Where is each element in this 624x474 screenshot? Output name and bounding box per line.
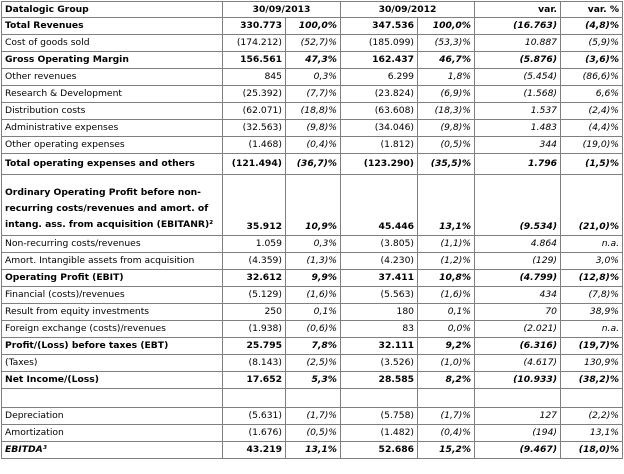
row-label: Operating Profit (EBIT) [2,270,223,287]
value-2013: (25.392) [223,86,286,103]
pct-2013: (0,6)% [286,321,341,338]
pct-2012: (35,5)% [418,154,475,175]
variance-pct: (38,2)% [561,372,623,389]
pct-2012: 1,8% [418,69,475,86]
pct-2012: 0,0% [418,321,475,338]
value-2013: (62.071) [223,103,286,120]
table-row [2,408,623,425]
table-row [2,425,623,442]
value-2013: 17.652 [223,372,286,389]
row-label: Gross Operating Margin [2,52,223,69]
value-2013: 25.795 [223,338,286,355]
table-row [2,236,623,253]
pct-2012: 46,7% [418,52,475,69]
variance: (9.467) [475,442,561,459]
pct-2013: (18,8)% [286,103,341,120]
variance: 1.483 [475,120,561,137]
pct-2013: (9,8)% [286,120,341,137]
header-period-2012: 30/09/2012 [341,2,475,18]
variance: (16.763) [475,18,561,35]
value-2013: (174.212) [223,35,286,52]
variance-pct: (4,8)% [561,18,623,35]
variance: (194) [475,425,561,442]
variance-pct: (86,6)% [561,69,623,86]
value-2013: 1.059 [223,236,286,253]
value-2012: 32.111 [341,338,418,355]
spacer-cell [223,389,286,408]
row-label: Amort. Intangible assets from acquisition [2,253,223,270]
variance-pct: n.a. [561,236,623,253]
pct-2012: (1,7)% [418,408,475,425]
variance-pct: 3,0% [561,253,623,270]
row-label: Ordinary Operating Profit before non-recurring costs/revenues and amort. of intang. ass. from acquisition (EBITANR)² [2,175,223,236]
value-2012: (1.482) [341,425,418,442]
header-period-2013: 30/09/2013 [223,2,341,18]
header-var-pct: var. % [561,2,623,18]
variance-pct: 13,1% [561,425,623,442]
pct-2012: (6,9)% [418,86,475,103]
variance-pct: 38,9% [561,304,623,321]
value-2012: 180 [341,304,418,321]
variance-pct: (21,0)% [561,175,623,236]
pct-2012: 0,1% [418,304,475,321]
value-2012: (5.758) [341,408,418,425]
row-label: Result from equity investments [2,304,223,321]
pct-2013: (2,5)% [286,355,341,372]
variance-pct: (3,6)% [561,52,623,69]
variance-pct: n.a. [561,321,623,338]
value-2013: 330.773 [223,18,286,35]
value-2013: (5.129) [223,287,286,304]
row-label: Other operating expenses [2,137,223,154]
table-row [2,103,623,120]
table-row [2,52,623,69]
pct-2013: (1,3)% [286,253,341,270]
pct-2013: (36,7)% [286,154,341,175]
pct-2013: 0,3% [286,69,341,86]
value-2013: (8.143) [223,355,286,372]
table-row [2,321,623,338]
pct-2012: (1,1)% [418,236,475,253]
pct-2013: 47,3% [286,52,341,69]
row-label: Depreciation [2,408,223,425]
value-2012: 162.437 [341,52,418,69]
pct-2012: 9,2% [418,338,475,355]
pct-2013: 10,9% [286,175,341,236]
value-2013: (32.563) [223,120,286,137]
table-row [2,338,623,355]
row-label: Research & Development [2,86,223,103]
variance: (2.021) [475,321,561,338]
pct-2012: (18,3)% [418,103,475,120]
pct-2012: 100,0% [418,18,475,35]
variance-pct: (12,8)% [561,270,623,287]
variance: 1.537 [475,103,561,120]
value-2013: 250 [223,304,286,321]
value-2012: 37.411 [341,270,418,287]
table-row [2,175,623,236]
pct-2012: (0,5)% [418,137,475,154]
variance: (5.876) [475,52,561,69]
value-2013: (1.676) [223,425,286,442]
value-2012: 347.536 [341,18,418,35]
pct-2013: (0,5)% [286,425,341,442]
spacer-cell [286,389,341,408]
variance: 434 [475,287,561,304]
value-2013: (4.359) [223,253,286,270]
variance: 70 [475,304,561,321]
pct-2012: (0,4)% [418,425,475,442]
value-2012: (123.290) [341,154,418,175]
variance: 127 [475,408,561,425]
pct-2013: (52,7)% [286,35,341,52]
row-label: Total Revenues [2,18,223,35]
pct-2012: (1,2)% [418,253,475,270]
value-2012: (5.563) [341,287,418,304]
variance-pct: (4,4)% [561,120,623,137]
header-var: var. [475,2,561,18]
variance: (129) [475,253,561,270]
value-2013: (1.468) [223,137,286,154]
variance: 344 [475,137,561,154]
row-label: Total operating expenses and others [2,154,223,175]
variance: (10.933) [475,372,561,389]
variance: (4.617) [475,355,561,372]
spacer-cell [418,389,475,408]
pct-2012: (53,3)% [418,35,475,52]
row-label: Other revenues [2,69,223,86]
table-row [2,389,623,408]
value-2013: 845 [223,69,286,86]
value-2013: 32.612 [223,270,286,287]
pct-2013: (7,7)% [286,86,341,103]
table-row [2,154,623,175]
value-2013: (121.494) [223,154,286,175]
value-2012: 83 [341,321,418,338]
pct-2013: 0,1% [286,304,341,321]
table-row [2,355,623,372]
table-row [2,18,623,35]
value-2013: 35.912 [223,175,286,236]
variance-pct: (19,0)% [561,137,623,154]
table-row [2,270,623,287]
table-row [2,86,623,103]
row-label: Administrative expenses [2,120,223,137]
pct-2013: (0,4)% [286,137,341,154]
variance-pct: 130,9% [561,355,623,372]
row-label: Profit/(Loss) before taxes (EBT) [2,338,223,355]
variance: 1.796 [475,154,561,175]
spacer-cell [475,389,561,408]
table-row [2,372,623,389]
pct-2013: (1,7)% [286,408,341,425]
value-2012: 6.299 [341,69,418,86]
table-row [2,69,623,86]
variance-pct: (18,0)% [561,442,623,459]
variance-pct: (2,4)% [561,103,623,120]
spacer-cell [2,389,223,408]
value-2012: (3.805) [341,236,418,253]
table-body [2,18,623,459]
table-row [2,120,623,137]
variance: 10.887 [475,35,561,52]
value-2012: (4.230) [341,253,418,270]
value-2012: 45.446 [341,175,418,236]
income-statement-table [1,1,623,459]
table-row [2,304,623,321]
row-label: EBITDA³ [2,442,223,459]
pct-2012: (9,8)% [418,120,475,137]
spacer-cell [561,389,623,408]
variance-pct: 6,6% [561,86,623,103]
value-2013: 43.219 [223,442,286,459]
row-label: Amortization [2,425,223,442]
pct-2013: 100,0% [286,18,341,35]
value-2012: (23.824) [341,86,418,103]
spacer-cell [341,389,418,408]
variance-pct: (7,8)% [561,287,623,304]
table-row [2,253,623,270]
pct-2013: 0,3% [286,236,341,253]
table-row [2,35,623,52]
value-2012: (63.608) [341,103,418,120]
value-2013: (1.938) [223,321,286,338]
pct-2013: 7,8% [286,338,341,355]
variance: (6.316) [475,338,561,355]
value-2012: 28.585 [341,372,418,389]
pct-2012: (1,0)% [418,355,475,372]
pct-2012: 15,2% [418,442,475,459]
variance-pct: (2,2)% [561,408,623,425]
pct-2013: 5,3% [286,372,341,389]
variance: (9.534) [475,175,561,236]
variance-pct: (19,7)% [561,338,623,355]
table-row [2,137,623,154]
value-2013: (5.631) [223,408,286,425]
header-row [2,2,623,18]
variance: (1.568) [475,86,561,103]
row-label: Non-recurring costs/revenues [2,236,223,253]
pct-2013: 13,1% [286,442,341,459]
value-2012: 52.686 [341,442,418,459]
pct-2013: 9,9% [286,270,341,287]
variance: (4.799) [475,270,561,287]
value-2013: 156.561 [223,52,286,69]
row-label: Net Income/(Loss) [2,372,223,389]
table-row [2,287,623,304]
pct-2012: 10,8% [418,270,475,287]
pct-2012: 13,1% [418,175,475,236]
value-2012: (34.046) [341,120,418,137]
value-2012: (1.812) [341,137,418,154]
row-label: Distribution costs [2,103,223,120]
variance: 4.864 [475,236,561,253]
pct-2013: (1,6)% [286,287,341,304]
row-label: (Taxes) [2,355,223,372]
pct-2012: (1,6)% [418,287,475,304]
pct-2012: 8,2% [418,372,475,389]
table-row [2,442,623,459]
value-2012: (185.099) [341,35,418,52]
header-label: Datalogic Group [2,2,223,18]
row-label: Foreign exchange (costs)/revenues [2,321,223,338]
row-label: Financial (costs)/revenues [2,287,223,304]
variance-pct: (1,5)% [561,154,623,175]
row-label: Cost of goods sold [2,35,223,52]
value-2012: (3.526) [341,355,418,372]
variance-pct: (5,9)% [561,35,623,52]
variance: (5.454) [475,69,561,86]
